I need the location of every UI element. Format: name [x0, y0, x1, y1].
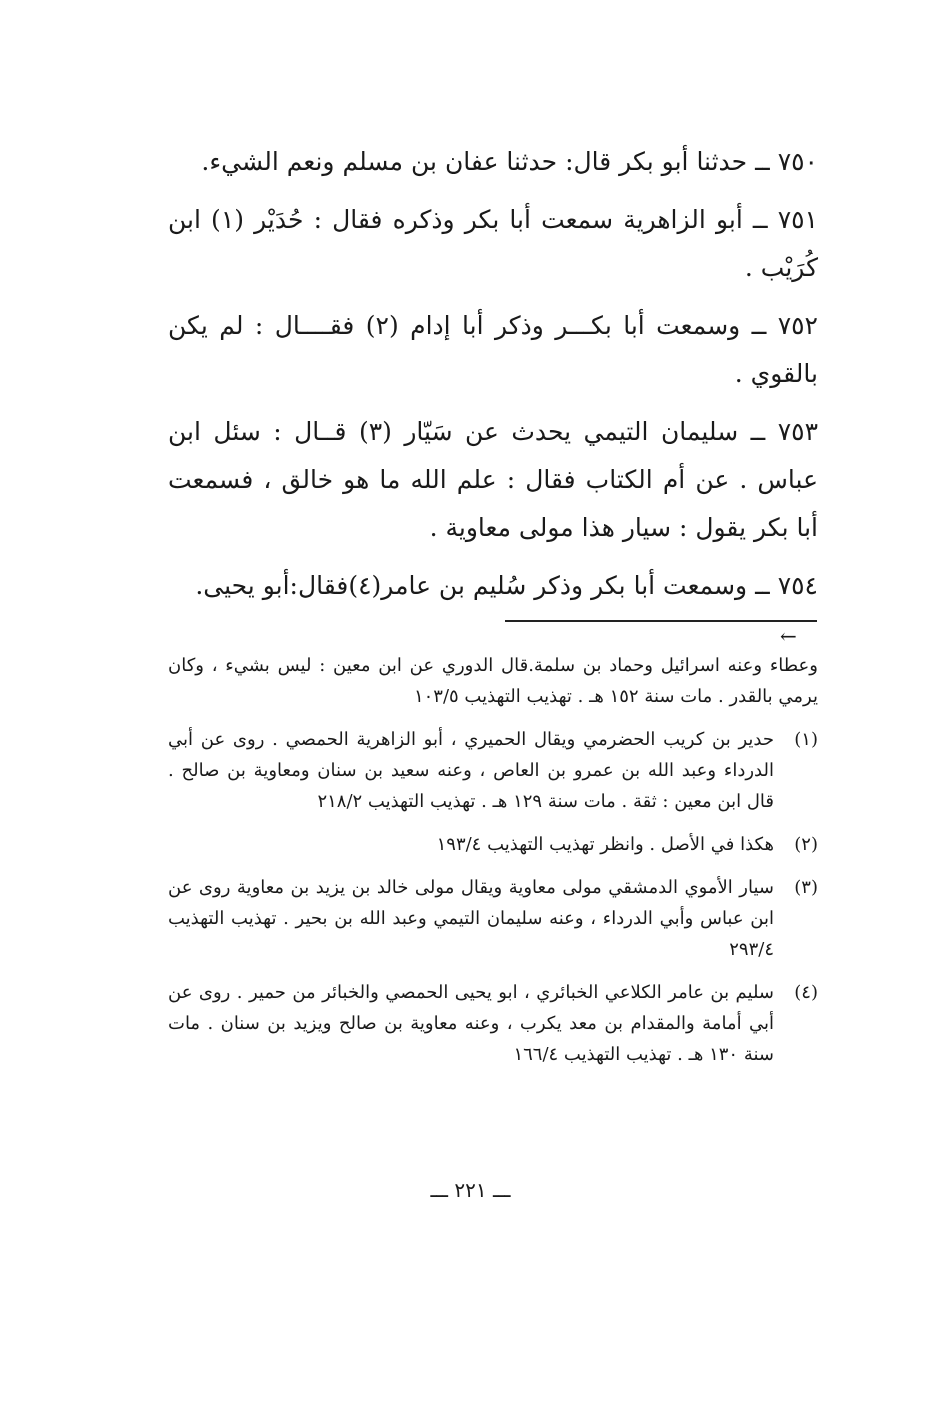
footnote-4 — [168, 977, 818, 1070]
footnote-marker: (٤) — [794, 982, 818, 1003]
entry-text: أبو الزاهرية سمعت أبا بكر وذكره فقال : حُدَيْر (١) ابن كُرَيْب . — [168, 205, 818, 282]
footnote-divider — [505, 620, 817, 622]
entry-number: ٧٥١ ــ — [752, 205, 818, 234]
entry-text: سليمان التيمي يحدث عن سَيّار (٣) قــال : سئل ابن عباس . عن أم الكتاب فقال : علم الله ما هو خالق ، فسمعت أبا بكر يقول : سيار هذا مولى معاوية . — [168, 417, 818, 542]
footnote-marker: (٣) — [794, 877, 818, 898]
main-text — [168, 138, 818, 620]
footnote-text: سيار الأموي الدمشقي مولى معاوية ويقال مولى خالد بن يزيد بن معاوية روى عن ابن عباس وأبي الدرداء ، وعنه سليمان التيمي وعبد الله بن بحير . تهذيب التهذيب ٢٩٣/٤ — [168, 877, 774, 960]
entry-number: ٧٥٢ ــ — [751, 311, 818, 340]
entry-751 — [168, 196, 818, 292]
footnote-text: هكذا في الأصل . وانظر تهذيب التهذيب ١٩٣/٤ — [436, 834, 774, 855]
entry-number: ٧٥٠ ــ — [755, 147, 818, 176]
entry-text: وسمعت أبا بكـــر وذكر أبا إدام (٢) فقــــال : لم يكن بالقوي . — [168, 311, 818, 388]
entry-752 — [168, 302, 818, 398]
continuation-arrow-icon: ← — [780, 624, 797, 648]
footnote-1 — [168, 724, 818, 817]
footnotes — [168, 650, 818, 1082]
footnote-2 — [168, 829, 818, 860]
page-number: ـــ ٢٢١ ـــ — [430, 1178, 511, 1202]
footnote-marker: (٢) — [794, 834, 818, 855]
entry-text: وسمعت أبا بكر وذكر سُليم بن عامر(٤)فقال:أبو يحيى. — [195, 571, 748, 600]
footnote-marker: (١) — [794, 729, 818, 750]
entry-754 — [168, 562, 818, 610]
entry-number: ٧٥٤ ــ — [755, 571, 818, 600]
entry-text: حدثنا أبو بكر قال: حدثنا عفان بن مسلم ونعم الشيء. — [201, 147, 748, 176]
entry-753 — [168, 408, 818, 552]
entry-number: ٧٥٣ ــ — [750, 417, 819, 446]
footnote-text: سليم بن عامر الكلاعي الخبائري ، ابو يحيى الحمصي والخبائر من حمير . روى عن أبي أمامة والمقدام بن معد يكرب ، وعنه معاوية بن صالح ويزيد بن سنان . مات سنة ١٣٠ هـ . تهذيب التهذيب ١٦٦/٤ — [168, 982, 774, 1065]
footnote-continued: وعطاء وعنه اسرائيل وحماد بن سلمة.قال الدوري عن ابن معين : ليس بشيء ، وكان يرمي بالقدر . مات سنة ١٥٢ هـ . تهذيب التهذيب ١٠٣/٥ — [168, 655, 818, 707]
footnote-3 — [168, 872, 818, 965]
entry-750 — [168, 138, 818, 186]
footnote-text: حدير بن كريب الحضرمي ويقال الحميري ، أبو الزاهرية الحمصي . روى عن أبي الدرداء وعبد الله بن عمرو بن العاص ، وعنه سعيد بن سنان ومعاوية بن صالح . قال ابن معين : ثقة . مات سنة ١٢٩ هـ . تهذيب التهذيب ٢١٨/٢ — [168, 729, 774, 812]
